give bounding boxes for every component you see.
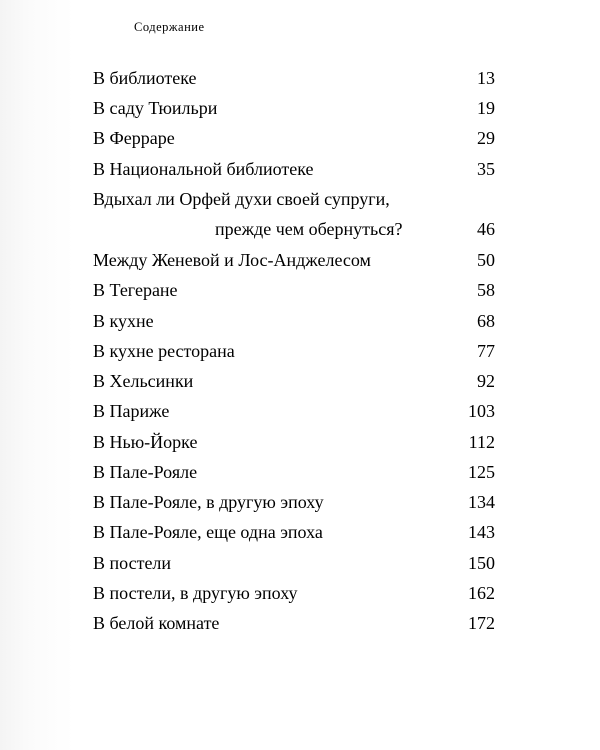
toc-entry-title: В Ферраре	[93, 128, 175, 148]
toc-entry-title: В Пале-Рояле, в другую эпоху	[93, 492, 324, 512]
toc-entry-page: 162	[468, 583, 495, 603]
toc-entry-page: 19	[477, 98, 495, 118]
toc-entry-title: Вдыхал ли Орфей духи своей супруги,	[93, 189, 390, 209]
toc-entry-page: 150	[468, 553, 495, 573]
toc-entry-title: В Пале-Рояле, еще одна эпоха	[93, 522, 323, 542]
toc-entry-continuation	[93, 219, 495, 249]
toc-entry-title: В Нью-Йорке	[93, 432, 198, 452]
toc-entry-title: В постели, в другую эпоху	[93, 583, 298, 603]
toc-entry-page: 46	[477, 219, 495, 239]
toc-entry-title-continuation: прежде чем обернуться?	[215, 219, 403, 239]
toc-entry-page: 68	[477, 311, 495, 331]
toc-entry	[93, 128, 495, 158]
toc-entry-title: В Хельсинки	[93, 371, 194, 391]
toc-entry-page: 13	[477, 68, 495, 88]
toc-entry-page: 29	[477, 128, 495, 148]
toc-entry-title: В Париже	[93, 401, 170, 421]
toc-entry	[93, 311, 495, 341]
toc-entry	[93, 613, 495, 643]
toc-entry	[93, 250, 495, 280]
toc-entry-title: В библиотеке	[93, 68, 197, 88]
toc-entry-title: В Тегеране	[93, 280, 178, 300]
toc-entry-title: В постели	[93, 553, 172, 573]
toc-entry	[93, 280, 495, 310]
toc-entry	[93, 401, 495, 431]
toc-entry-title: Между Женевой и Лос-Анджелесом	[93, 250, 371, 270]
toc-entry-title: В Пале-Рояле	[93, 462, 198, 482]
toc-entry	[93, 159, 495, 189]
toc-entry	[93, 371, 495, 401]
toc-entry-page: 103	[468, 401, 495, 421]
toc-entry-title: В Национальной библиотеке	[93, 159, 314, 179]
toc-entry-title: В кухне ресторана	[93, 341, 235, 361]
page-header: Содержание	[134, 20, 205, 34]
toc-entry-page: 172	[468, 613, 495, 633]
toc-entry-title: В саду Тюильри	[93, 98, 218, 118]
toc-entry-title: В кухне	[93, 311, 154, 331]
toc-entry	[93, 341, 495, 371]
toc-entry-page: 58	[477, 280, 495, 300]
toc-entry-page: 134	[468, 492, 495, 512]
toc-entry-page: 50	[477, 250, 495, 270]
toc-entry-page: 77	[477, 341, 495, 361]
toc-entry	[93, 583, 495, 613]
toc-entry	[93, 553, 495, 583]
toc-entry-page: 125	[468, 462, 495, 482]
toc-entry-page: 143	[468, 522, 495, 542]
toc-entry	[93, 522, 495, 552]
toc-entry	[93, 189, 495, 219]
toc-entry	[93, 462, 495, 492]
toc-entry	[93, 432, 495, 462]
toc-entry-page: 35	[477, 159, 495, 179]
toc-entry	[93, 68, 495, 98]
toc-entry-title: В белой комнате	[93, 613, 220, 633]
toc-entry	[93, 98, 495, 128]
toc-entry	[93, 492, 495, 522]
toc-entry-page: 92	[477, 371, 495, 391]
toc-entry-page: 112	[468, 432, 495, 452]
